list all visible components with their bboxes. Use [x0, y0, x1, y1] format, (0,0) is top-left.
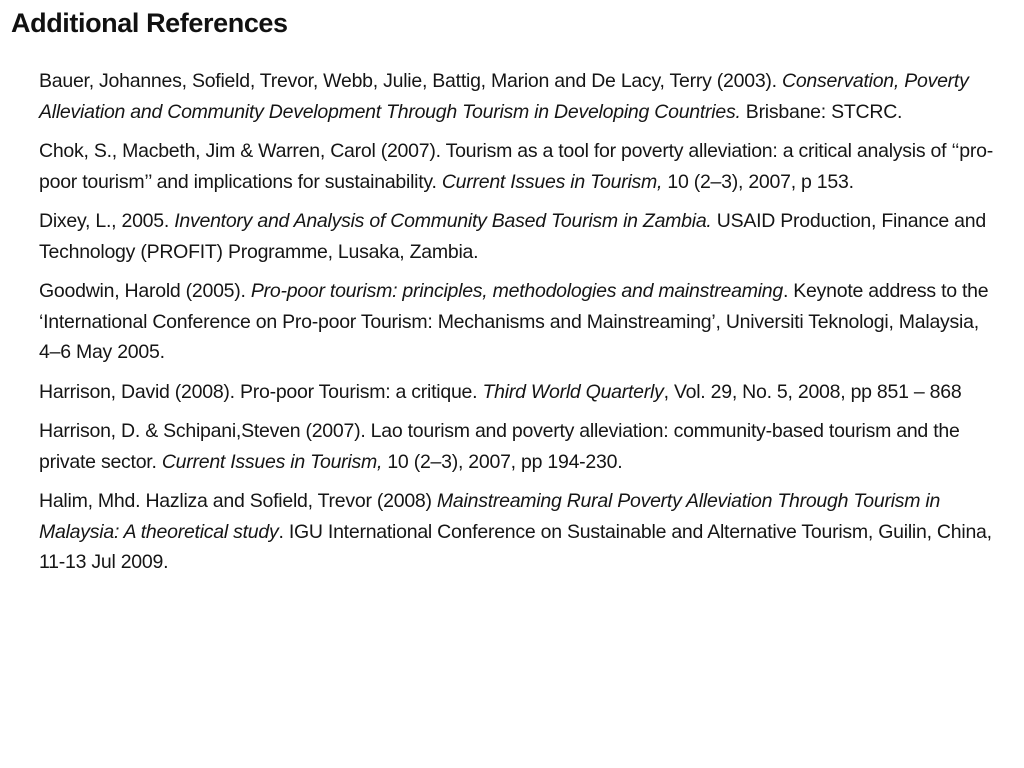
reference-text: Harrison, D. & Schipani,Steven (2007). Lao tourism and poverty alleviation: community-based tourism and the private sector.	[39, 420, 960, 473]
reference-list	[39, 66, 999, 587]
reference-text: Harrison, David (2008). Pro-poor Tourism: a critique.	[39, 380, 483, 403]
reference-item	[39, 486, 999, 578]
reference-item	[39, 276, 999, 368]
reference-item	[39, 377, 999, 408]
reference-title: Pro-poor tourism: principles, methodologies and mainstreaming	[250, 280, 783, 302]
reference-item	[39, 206, 999, 267]
reference-title: Conservation, Poverty Alleviation and Community Development Through Tourism in Developing Countries.	[39, 70, 969, 123]
reference-title: Mainstreaming Rural Poverty Alleviation Through Tourism in Malaysia: A theoretical study	[39, 490, 941, 543]
reference-text: Chok, S., Macbeth, Jim & Warren, Carol (2007). Tourism as a tool for poverty alleviation: a critical analysis of ‘‘pro-poor tourism’’ and implications for sustainability.	[39, 140, 993, 193]
reference-text: 10 (2–3), 2007, pp 194-230.	[382, 450, 623, 473]
reference-text: 10 (2–3), 2007, p 153.	[662, 170, 854, 193]
reference-text: USAID Production, Finance and Technology (PROFIT) Programme, Lusaka, Zambia.	[39, 210, 986, 263]
reference-item	[39, 136, 999, 197]
reference-title: Inventory and Analysis of Community Based Tourism in Zambia.	[174, 210, 712, 232]
slide-title: Additional References	[11, 8, 288, 38]
reference-text: Halim, Mhd. Hazliza and Sofield, Trevor (2008)	[39, 490, 437, 512]
reference-title: Current Issues in Tourism,	[441, 170, 663, 193]
reference-item	[39, 416, 999, 477]
reference-title: Third World Quarterly	[482, 380, 664, 403]
reference-text: Goodwin, Harold (2005).	[39, 280, 251, 302]
reference-item	[39, 66, 999, 127]
reference-text: Bauer, Johannes, Sofield, Trevor, Webb, Julie, Battig, Marion and De Lacy, Terry (2003).	[39, 70, 782, 92]
reference-text: . Keynote address to the ‘International Conference on Pro-poor Tourism: Mechanisms and Mainstreaming’, Universiti Teknologi, Malaysia, 4–6 May 2005.	[39, 280, 989, 363]
reference-text: Brisbane: STCRC.	[740, 100, 903, 123]
reference-text: . IGU International Conference on Sustainable and Alternative Tourism, Guilin, China, 11-13 Jul 2009.	[39, 520, 992, 573]
reference-text: , Vol. 29, No. 5, 2008, pp 851 – 868	[663, 380, 962, 403]
reference-text: Dixey, L., 2005.	[39, 210, 175, 232]
reference-title: Current Issues in Tourism,	[161, 450, 383, 473]
